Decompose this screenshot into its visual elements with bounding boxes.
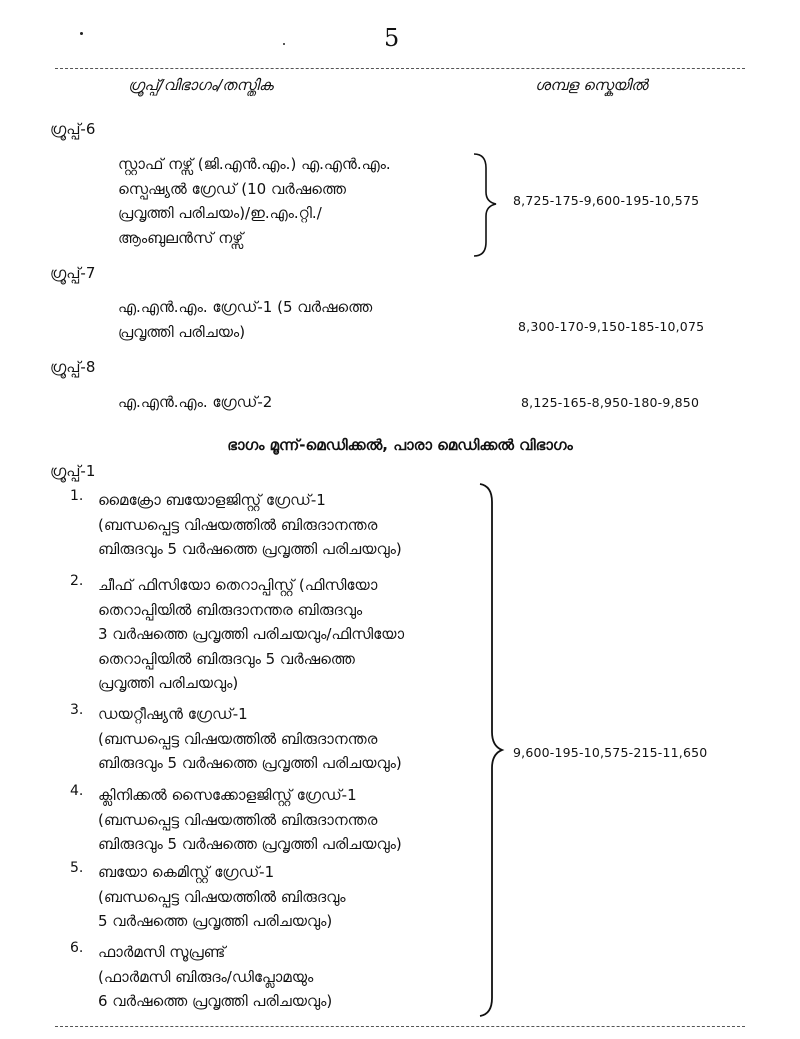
item-line: ഫാർമസി സൂപ്രണ്ട്: [98, 943, 226, 961]
item-line: 6 വർഷത്തെ പ്രവൃത്തി പരിചയവും): [98, 992, 333, 1010]
item-line: ബിരുദവും 5 വർഷത്തെ പ്രവൃത്തി പരിചയവും): [98, 835, 402, 853]
post-line: സ്റ്റാഫ് നഴ്സ് (ജി.എൻ.എം.) എ.എൻ.എം.: [118, 155, 391, 173]
item-line: ബയോ കെമിസ്റ്റ് ഗ്രേഡ്-1: [98, 863, 275, 881]
post-line: എ.എൻ.എം. ഗ്രേഡ്-2: [118, 393, 273, 411]
item-line: (ബന്ധപ്പെട്ട വിഷയത്തിൽ ബിരുദാനന്തര: [98, 729, 378, 748]
item-number: 4.: [70, 783, 84, 799]
item-line: ബിരുദവും 5 വർഷത്തെ പ്രവൃത്തി പരിചയവും): [98, 754, 402, 772]
part-three-group-1-label: ഗ്രൂപ്പ്-1: [50, 462, 96, 480]
item-line: (ഫാർമസി ബിരുദം/ഡിപ്ലോമയും: [98, 967, 314, 986]
group-8-pay-scale: 8,125-165-8,950-180-9,850: [521, 395, 700, 410]
column-header-post: ഗ്രൂപ്പ്/വിഭാഗം/തസ്തിക: [128, 76, 274, 94]
item-line: (ബന്ധപ്പെട്ട വിഷയത്തിൽ ബിരുദാനന്തര: [98, 810, 378, 829]
item-line: തെറാപ്പിയിൽ ബിരുദവും 5 വർഷത്തെ: [98, 649, 355, 668]
item-line: മൈക്രോ ബയോളജിസ്റ്റ് ഗ്രേഡ്-1: [98, 491, 326, 509]
item-line: (ബന്ധപ്പെട്ട വിഷയത്തിൽ ബിരുദവും: [98, 887, 346, 906]
column-header-scale: ശമ്പള സ്കെയിൽ: [535, 76, 648, 94]
item-line: 3 വർഷത്തെ പ്രവൃത്തി പരിചയവും/ഫിസിയോ: [98, 625, 405, 643]
item-number: 2.: [70, 573, 84, 589]
section-heading: ഭാഗം മൂന്ന്-മെഡിക്കൽ, പാരാ മെഡിക്കൽ വിഭാഗം: [227, 436, 573, 454]
item-number: 5.: [70, 860, 84, 876]
post-line: ആംബുലൻസ് നഴ്സ്: [118, 228, 244, 247]
item-line: തെറാപ്പിയിൽ ബിരുദാനന്തര ബിരുദവും: [98, 600, 363, 619]
item-number: 1.: [70, 488, 84, 504]
post-line: എ.എൻ.എം. ഗ്രേഡ്-1 (5 വർഷത്തെ: [118, 298, 373, 316]
item-line: ചീഫ് ഫിസിയോ തെറാപ്പിസ്റ്റ് (ഫിസിയോ: [98, 576, 378, 594]
group-8-post: [118, 390, 272, 415]
group-6-posts: [118, 152, 391, 250]
item-line: ക്ലിനിക്കൽ സൈക്കോളജിസ്റ്റ് ഗ്രേഡ്-1: [98, 786, 357, 804]
group-7-label: ഗ്രൂപ്പ്-7: [50, 264, 96, 282]
post-line: പ്രവൃത്തി പരിചയം): [118, 322, 246, 341]
item-line: ഡയറ്റീഷ്യൻ ഗ്രേഡ്-1: [98, 705, 248, 723]
part-three-pay-scale: 9,600-195-10,575-215-11,650: [513, 745, 708, 760]
item-line: (ബന്ധപ്പെട്ട വിഷയത്തിൽ ബിരുദാനന്തര: [98, 515, 378, 534]
group-6-brace: [470, 152, 500, 258]
group-7-pay-scale: 8,300-170-9,150-185-10,075: [518, 319, 705, 334]
part-three-brace: [478, 482, 508, 1018]
page-number: 5: [384, 24, 400, 52]
group-6-pay-scale: 8,725-175-9,600-195-10,575: [513, 193, 700, 208]
item-line: പ്രവൃത്തി പരിചയവും): [98, 674, 239, 692]
stray-mark: [80, 32, 83, 35]
item-number: 3.: [70, 702, 84, 718]
item-line: 5 വർഷത്തെ പ്രവൃത്തി പരിചയവും): [98, 912, 333, 930]
item-line: ബിരുദവും 5 വർഷത്തെ പ്രവൃത്തി പരിചയവും): [98, 540, 402, 558]
top-rule: [55, 68, 745, 69]
item-number: 6.: [70, 940, 84, 956]
group-8-label: ഗ്രൂപ്പ്-8: [50, 358, 96, 376]
bottom-rule: [55, 1026, 745, 1027]
post-line: സ്പെഷ്യൽ ഗ്രേഡ് (10 വർഷത്തെ: [118, 179, 346, 198]
stray-mark: [283, 43, 285, 45]
post-line: പ്രവൃത്തി പരിചയം)/ഇ.എം.റ്റി./: [118, 204, 322, 222]
group-6-label: ഗ്രൂപ്പ്-6: [50, 120, 96, 138]
group-7-posts: [118, 295, 372, 344]
